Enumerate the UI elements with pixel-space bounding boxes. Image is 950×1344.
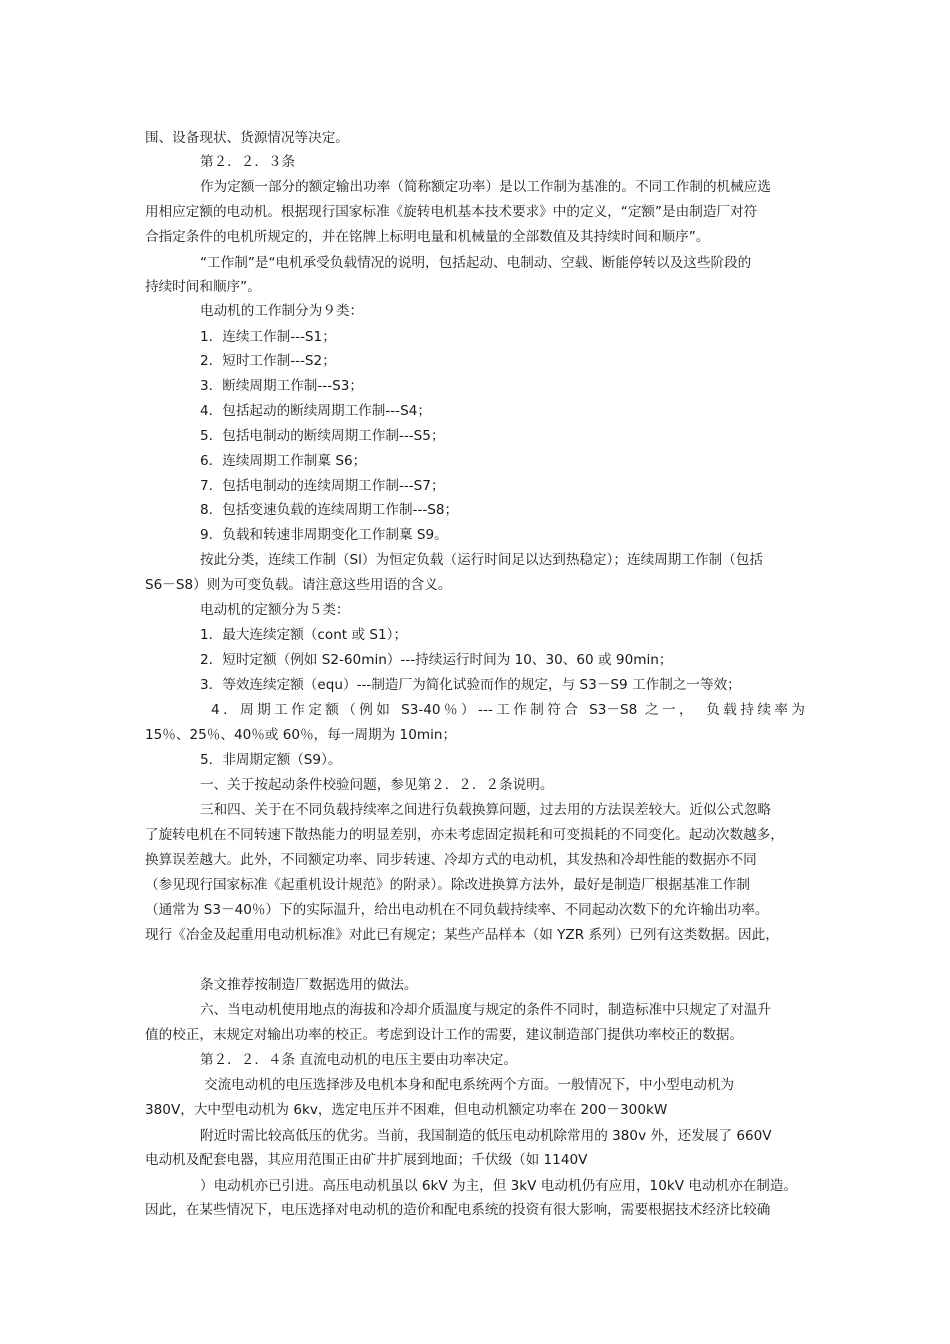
text-line: 六、当电动机使用地点的海拔和冷却介质温度与规定的条件不同时，制造标准中只规定了对温升 xyxy=(200,1002,771,1018)
text-line: 围、设备现状、货源情况等决定。 xyxy=(145,130,349,146)
text-line: （通常为 S3－40％）下的实际温升，给出电动机在不同负载持续率、不同起动次数下的允许输出功率。 xyxy=(145,902,769,918)
text-line: “工作制”是“电机承受负载情况的说明，包括起动、电制动、空载、断能停转以及这些阶段的 xyxy=(200,255,752,271)
text-line: 合指定条件的电机所规定的，并在铭牌上标明电量和机械量的全部数值及其持续时间和顺序”。 xyxy=(145,229,710,245)
text-line: 换算误差越大。此外，不同额定功率、同步转速、冷却方式的电动机，其发热和冷却性能的数据亦不同 xyxy=(145,852,757,868)
text-line: 了旋转电机在不同转速下散热能力的明显差别，亦未考虑固定损耗和可变损耗的不同变化。起动次数越多， xyxy=(145,827,784,843)
text-line: 交流电动机的电压选择涉及电机本身和配电系统两个方面。一般情况下，中小型电动机为 xyxy=(204,1077,735,1093)
text-line: 电动机及配套电器，其应用范围正由矿井扩展到地面；千伏级（如 1140V xyxy=(145,1152,588,1168)
text-line: （参见现行国家标准《起重机设计规范》的附录）。除改进换算方法外，最好是制造厂根据基准工作制 xyxy=(145,877,750,893)
clause-heading: 第２．２．４条 直流电动机的电压主要由功率决定。 xyxy=(200,1052,517,1068)
list-item: 3．等效连续定额（equ）---制造厂为简化试验而作的规定，与 S3－S9 工作制之一等效； xyxy=(200,677,741,693)
list-item: 8．包括变速负载的连续周期工作制---S8； xyxy=(200,502,459,518)
text-line: 条文推荐按制造厂数据选用的做法。 xyxy=(200,977,418,993)
list-item: 3．断续周期工作制---S3； xyxy=(200,378,363,394)
text-line: 按此分类，连续工作制（Sl）为恒定负载（运行时间足以达到热稳定）；连续周期工作制（包括 xyxy=(200,552,763,568)
text-line: 电动机的定额分为５类： xyxy=(200,602,350,618)
text-line: S6－S8）则为可变负载。请注意这些用语的含义。 xyxy=(145,577,452,593)
text-line: 一、关于按起动条件校验问题，参见第２．２．２条说明。 xyxy=(200,777,554,793)
text-line: 380V，大中型电动机为 6kv，选定电压并不困难，但电动机额定功率在 200－300kW xyxy=(145,1102,668,1118)
text-line: ）电动机亦已引进。高压电动机虽以 6kV 为主，但 3kV 电动机仍有应用，10kV 电动机亦在制造。 xyxy=(200,1178,798,1194)
text-line: 15％、25％、40％或 60％，每一周期为 10min； xyxy=(145,727,457,743)
list-item: 4．包括起动的断续周期工作制---S4； xyxy=(200,403,431,419)
text-line: 附近时需比较高低压的优劣。当前，我国制造的低压电动机除常用的 380v 外，还发展了 660V xyxy=(200,1128,772,1144)
list-item: 7．包括电制动的连续周期工作制---S7； xyxy=(200,478,445,494)
list-item: 5．非周期定额（S9）。 xyxy=(200,752,342,768)
list-item: 1．最大连续定额（cont 或 S1）； xyxy=(200,627,408,643)
list-item: 5．包括电制动的断续周期工作制---S5； xyxy=(200,428,445,444)
list-item: 6．连续周期工作制稟 S6； xyxy=(200,453,367,469)
text-line: 用相应定额的电动机。根据现行国家标准《旋转电机基本技术要求》中的定义，“定额”是由制造厂对符 xyxy=(145,204,758,220)
text-line: 因此，在某些情况下，电压选择对电动机的造价和配电系统的投资有很大影响，需要根据技术经济比较确 xyxy=(145,1202,771,1218)
text-line: 电动机的工作制分为９类： xyxy=(200,303,364,319)
clause-heading: 第２．２．３条 xyxy=(200,154,296,170)
text-line: 持续时间和顺序”。 xyxy=(145,279,261,295)
list-item: 2．短时工作制---S2； xyxy=(200,353,336,369)
text-line: 作为定额一部分的额定输出功率（简称额定功率）是以工作制为基准的。不同工作制的机械应选 xyxy=(200,179,771,195)
text-line: 值的校正，末规定对输出功率的校正。考虑到设计工作的需要，建议制造部门提供功率校正的数据。 xyxy=(145,1027,744,1043)
list-item: 4．周期工作定额（例如 S3-40％）---工作制符合 S3－S8 之一， 负载持续率为 xyxy=(211,702,805,718)
list-item: 1．连续工作制---S1； xyxy=(200,329,336,345)
list-item: 9．负载和转速非周期变化工作制稟 S9。 xyxy=(200,527,448,543)
list-item: 2．短时定额（例如 S2-60min）---持续运行时间为 10、30、60 或 90min； xyxy=(200,652,673,668)
text-line: 三和四、关于在不同负载持续率之间进行负载换算问题，过去用的方法误差较大。近似公式忽略 xyxy=(200,802,771,818)
text-line: 现行《冶金及起重用电动机标准》对此已有规定；某些产品样本（如 YZR 系列）已列有这类数据。因此， xyxy=(145,927,779,943)
